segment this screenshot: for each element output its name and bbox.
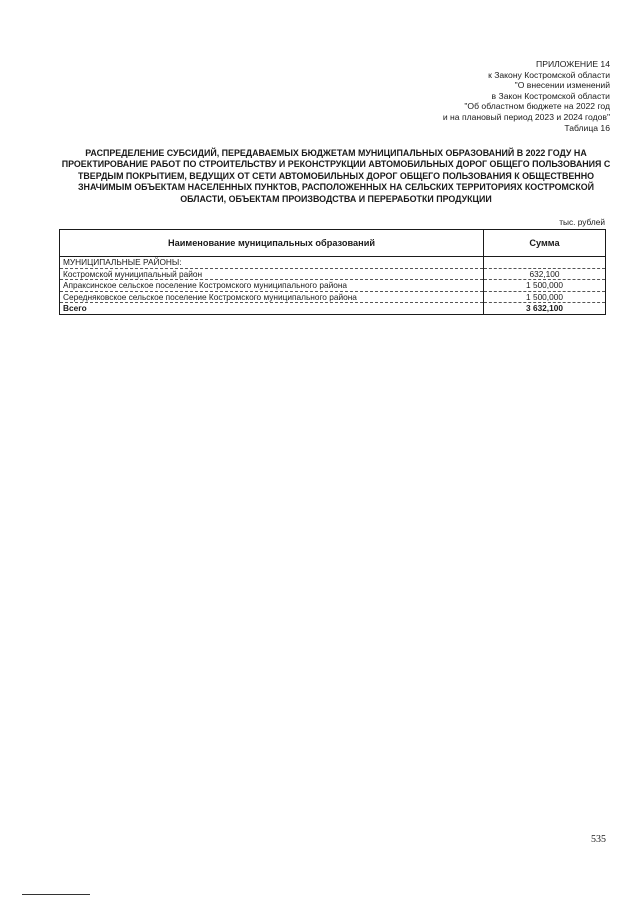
table-row	[60, 257, 606, 269]
table-row	[60, 280, 606, 292]
total-label: Всего	[60, 303, 484, 315]
row-name: Апраксинское сельское поселение Костромского муниципального района	[60, 280, 484, 292]
unit-label: тыс. рублей	[559, 217, 605, 227]
appendix-line: "Об областном бюджете на 2022 год	[464, 101, 610, 112]
appendix-line: в Закон Костромской области	[491, 90, 610, 101]
appendix-line: к Закону Костромской области	[488, 69, 610, 80]
row-name: Середняковское сельское поселение Костромского муниципального района	[60, 291, 484, 303]
appendix-line: "О внесении изменений	[514, 80, 610, 91]
column-header-name: Наименование муниципальных образований	[60, 230, 484, 257]
row-sum: 1 500,000	[484, 280, 606, 292]
appendix-line: ПРИЛОЖЕНИЕ 14	[536, 59, 610, 69]
table-number: Таблица 16	[564, 122, 610, 133]
page-number: 535	[591, 834, 606, 845]
row-sum: 1 500,000	[484, 291, 606, 303]
row-name: Костромской муниципальный район	[60, 268, 484, 280]
table-row	[60, 291, 606, 303]
subsidies-table	[59, 229, 606, 315]
table-row	[60, 268, 606, 280]
row-sum: 632,100	[484, 268, 606, 280]
total-row	[60, 303, 606, 315]
footer-divider	[22, 894, 90, 895]
column-header-sum: Сумма	[484, 230, 606, 257]
appendix-header	[350, 59, 610, 133]
appendix-line: и на плановый период 2023 и 2024 годов"	[442, 111, 610, 122]
row-sum	[484, 257, 606, 269]
document-title: РАСПРЕДЕЛЕНИЕ СУБСИДИЙ, ПЕРЕДАВАЕМЫХ БЮДЖЕТАМ МУНИЦИПАЛЬНЫХ ОБРАЗОВАНИЙ В 2022 ГОДУ НА ПРОЕКТИРОВАНИЕ РАБОТ ПО СТРОИТЕЛЬСТВУ И РЕКОНСТРУКЦИИ АВТОМОБИЛЬНЫХ ДОРОГ ОБЩЕГО ПОЛЬЗОВАНИЯ С ТВЕРДЫМ ПОКРЫТИЕМ, ВЕДУЩИХ ОТ СЕТИ АВТОМОБИЛЬНЫХ ДОРОГ ОБЩЕГО ПОЛЬЗОВАНИЯ К ОБЩЕСТВЕННО ЗНАЧИМЫМ ОБЪЕКТАМ НАСЕЛЕННЫХ ПУНКТОВ, РАСПОЛОЖЕННЫХ НА СЕЛЬСКИХ ТЕРРИТОРИЯХ КОСТРОМСКОЙ ОБЛАСТИ, ОБЪЕКТАМ ПРОИЗВОДСТВА И ПЕРЕРАБОТКИ ПРОДУКЦИИ	[61, 148, 611, 204]
table-header-row	[60, 230, 606, 257]
total-sum: 3 632,100	[484, 303, 606, 315]
row-name: МУНИЦИПАЛЬНЫЕ РАЙОНЫ:	[60, 257, 484, 269]
